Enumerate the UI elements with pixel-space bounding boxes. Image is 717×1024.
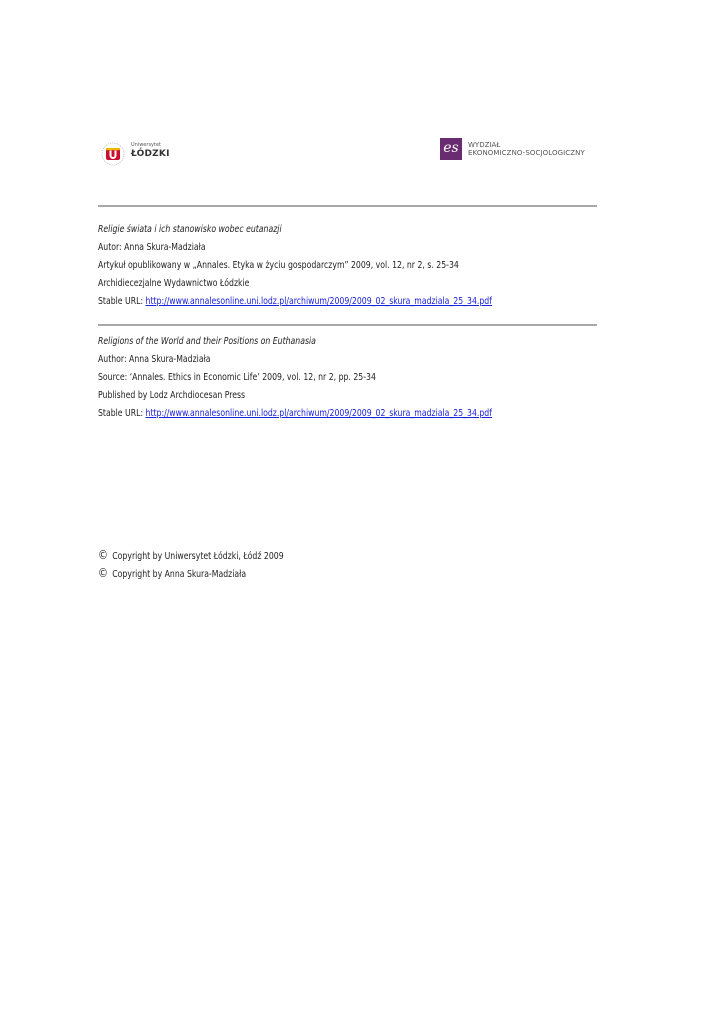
copyright-author-text: Copyright by Anna Skura-Madziała	[112, 569, 247, 580]
english-publisher: Published by Lodz Archdiocesan Press	[98, 390, 246, 401]
english-citation-block	[98, 333, 618, 423]
polish-author: Autor: Anna Skura-Madziała	[98, 242, 206, 253]
polish-stable-url-link[interactable]: http://www.annalesonline.uni.lodz.pl/archiwum/2009/2009_02_skura_madziala_25_34.pdf	[145, 296, 492, 307]
university-name-small: Uniwersytet	[131, 142, 161, 148]
copyright-university-text: Copyright by Uniwersytet Łódzki, Łódź 2009	[112, 551, 284, 562]
polish-url-label: Stable URL:	[98, 296, 144, 307]
copyright-icon: ©	[98, 548, 108, 562]
copyright-line-author	[98, 565, 374, 583]
faculty-label-line1: WYDZIAŁ	[468, 141, 501, 149]
polish-citation-block	[98, 221, 618, 311]
polish-stable-url-row	[98, 293, 576, 311]
middle-divider	[98, 324, 597, 326]
copyright-icon: ©	[98, 566, 108, 580]
polish-title: Religie świata i ich stanowisko wobec eutanazji	[98, 224, 282, 235]
english-url-label: Stable URL:	[98, 408, 144, 419]
polish-publisher: Archidiecezjalne Wydawnictwo Łódzkie	[98, 278, 250, 289]
english-author: Author: Anna Skura-Madziała	[98, 354, 211, 365]
top-divider	[98, 205, 597, 207]
faculty-logo	[440, 138, 600, 164]
english-stable-url-link[interactable]: http://www.annalesonline.uni.lodz.pl/archiwum/2009/2009_02_skura_madziala_25_34.pdf	[145, 408, 492, 419]
faculty-label-line2: EKONOMICZNO-SOCJOLOGICZNY	[468, 149, 585, 157]
english-source: Source: ‘Annales. Ethics in Economic Life’ 2009, vol. 12, nr 2, pp. 25-34	[98, 372, 376, 383]
faculty-es-mark: es	[440, 138, 462, 160]
university-emblem-icon	[101, 142, 125, 166]
copyright-block	[98, 547, 398, 583]
university-lodz-logo	[101, 140, 181, 168]
english-stable-url-row	[98, 405, 576, 423]
polish-published-in: Artykuł opublikowany w „Annales. Etyka w życiu gospodarczym” 2009, vol. 12, nr 2, s. 25-34	[98, 260, 459, 271]
copyright-line-university	[98, 547, 374, 565]
university-name-big: ŁÓDZKI	[131, 149, 170, 159]
english-title: Religions of the World and their Positions on Euthanasia	[98, 336, 316, 347]
